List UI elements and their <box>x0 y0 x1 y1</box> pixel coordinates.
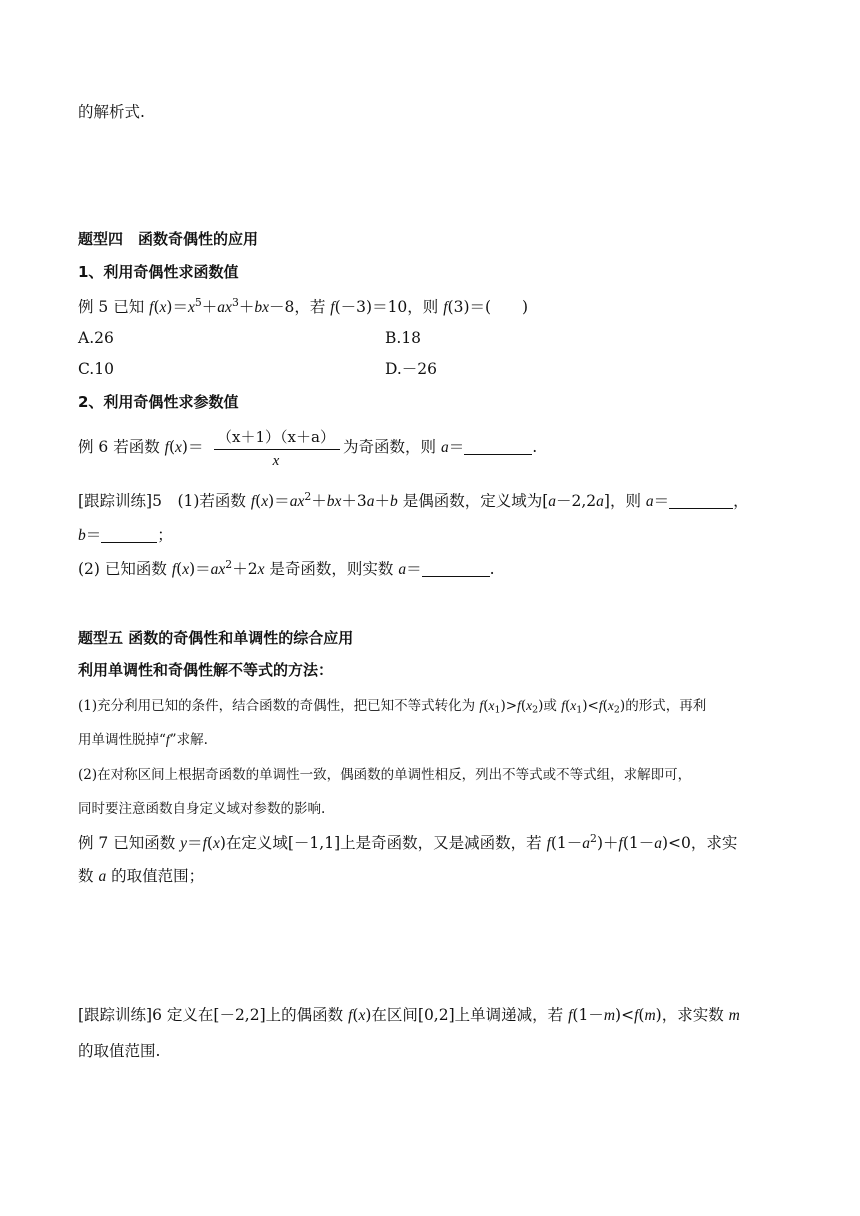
method-heading: 利用单调性和奇偶性解不等式的方法： <box>78 661 334 679</box>
answer-blank[interactable] <box>669 493 733 509</box>
fraction-denominator: x <box>272 453 280 469</box>
track-6-line-1: [跟踪训练]6 定义在[－2,2]上的偶函数 f(x)在区间[0,2]上单调递减，若 f(1－m)<f(m)，求实数 m <box>78 1006 740 1024</box>
option-d: D.－26 <box>385 360 438 378</box>
example-7-line-1: 例 7 已知函数 y＝f(x)在定义域[－1,1]上是奇函数，又是减函数，若 $f(1-a^2)+f(1-a)<0$，求实 <box>78 832 738 852</box>
answer-blank[interactable] <box>101 527 157 543</box>
example-7-label: 例 7 <box>78 834 109 852</box>
method-1-line-1: (1)充分利用已知的条件，结合函数的奇偶性，把已知不等式转化为 $f(x_1)>f(x_2)$或 $f(x_1)<f(x_2)$的形式，再利 <box>78 698 707 716</box>
track-6-label: [跟踪训练]6 <box>78 1006 162 1024</box>
subsection-1-heading: 1、利用奇偶性求函数值 <box>78 263 239 281</box>
example-5-label: 例 5 <box>78 298 109 316</box>
track-5-part-2: (2) 已知函数 $f(x)=ax^2+2x$ 是奇函数，则实数 a＝ . <box>78 558 495 578</box>
track-6-line-2: 的取值范围. <box>78 1042 161 1060</box>
option-b: B.18 <box>385 329 422 347</box>
section-5-heading: 题型五 函数的奇偶性和单调性的综合应用 <box>78 629 354 647</box>
example-5: 例 5 已知 $f(x)=x^5+ax^3+bx-8$，若 f(－3)＝10，则 f(3)＝( ) <box>78 296 529 316</box>
example-6-fraction <box>212 424 340 474</box>
section-4-heading: 题型四 函数奇偶性的应用 <box>78 230 259 248</box>
method-2-line-2: 同时要注意函数自身定义域对参数的影响. <box>78 801 326 817</box>
method-2-line-1: (2)在对称区间上根据奇函数的单调性一致，偶函数的单调性相反，列出不等式或不等式组，求解即可， <box>78 767 692 783</box>
answer-blank[interactable] <box>464 439 532 455</box>
answer-blank[interactable] <box>422 561 490 577</box>
continued-text: 的解析式. <box>78 103 145 121</box>
fraction-numerator: （x＋1）（x＋a） <box>217 428 335 446</box>
track-5-part-1: [跟踪训练]5 (1)若函数 $f(x)=ax^2+bx+3a+b$ 是偶函数，定义域为[a－2,2a]，则 a＝ ， <box>78 490 749 510</box>
example-6-tail: 为奇函数，则 a＝ . <box>343 438 538 456</box>
fraction-bar <box>214 449 340 450</box>
option-a: A.26 <box>78 329 114 347</box>
example-7-line-2: 数 a 的取值范围； <box>78 867 205 885</box>
example-6-label: 例 6 <box>78 438 109 456</box>
track-5-part-1-cont: b＝ ； <box>78 526 173 544</box>
track-5-label: [跟踪训练]5 <box>78 492 162 510</box>
method-1-line-2: 用单调性脱掉“f”求解. <box>78 732 208 748</box>
example-6-lead: 例 6 若函数 f(x)＝ <box>78 438 204 456</box>
subsection-2-heading: 2、利用奇偶性求参数值 <box>78 393 239 411</box>
option-c: C.10 <box>78 360 114 378</box>
